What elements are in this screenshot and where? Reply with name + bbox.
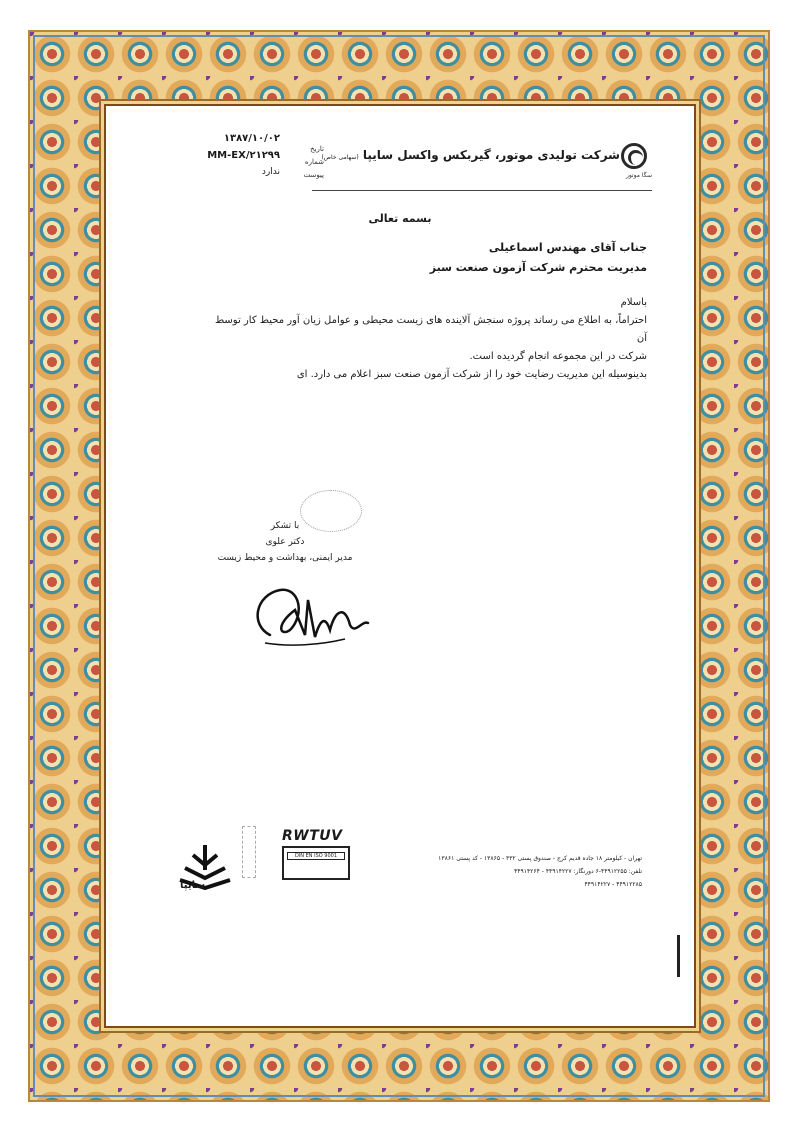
company-name <box>321 148 620 162</box>
letter-body <box>207 294 647 384</box>
date-value: ۱۳۸۷/۱۰/۰۲ <box>223 133 280 144</box>
number-value: MM-EX/۲۱۲۹۹ <box>207 150 280 161</box>
certificate-standard: DIN EN ISO 9001 <box>287 852 345 860</box>
header-divider <box>312 190 652 191</box>
greeting: باسلام <box>620 297 647 308</box>
meta-labels <box>284 143 324 182</box>
meta-values <box>170 130 280 181</box>
body-paragraph-1-line-1: احتراماً، به اطلاع می رساند پروژه سنجش آلاینده های زیست محیطی و عوامل زیان آور محیط کار توسط آن <box>214 315 647 344</box>
company-logo-icon <box>621 143 647 169</box>
company-tagline: سگا موتور <box>625 172 652 179</box>
attachment-value: ندارد <box>261 167 280 177</box>
addressee-name: جناب آقای مهندس اسماعیلی <box>488 241 647 254</box>
attachment-label: پیوست <box>303 171 324 179</box>
address-line-2: تلفن: ۴۴۹۱۲۲۵۵-۶ دورنگار: ۴۴۹۱۴۲۲۷ - ۴۴۹۱۴۲۶۴ <box>514 868 642 875</box>
number-label: شماره <box>304 158 324 166</box>
letter-heading: بسمه تعالی <box>368 212 432 225</box>
certifier-name: RWTUV <box>282 828 343 844</box>
handwritten-signature <box>250 575 380 655</box>
addressee-position: مدیریت محترم شرکت آزمون صنعت سبز <box>429 261 647 274</box>
certificate-badge <box>282 846 350 880</box>
saipa-brand: سایپا <box>180 880 206 891</box>
signer-name: دکتر علوی <box>265 537 305 547</box>
company-name-text: شرکت تولیدی موتور، گیربکس واکسل سایپا <box>362 148 620 162</box>
addressee <box>227 238 647 278</box>
body-paragraph-2: بدینوسیله این مدیریت رضایت خود را از شرکت آزمون صنعت سبز اعلام می دارد. ای <box>296 369 647 380</box>
body-paragraph-1-line-2: شرکت در این مجموعه انجام گردیده است. <box>469 351 647 362</box>
address-line-3: ۴۴۹۱۲۲۸۵ - ۴۴۹۱۴۲۲۷ <box>584 881 642 888</box>
signer-title: مدیر ایمنی، بهداشت و محیط زیست <box>217 553 353 563</box>
certification-mark-icon <box>242 826 256 878</box>
address-line-1: تهران - کیلومتر ۱۸ جاده قدیم کرج - صندوق پستی ۳۳۲ - ۱۳۸۶۵ - کد پستی ۱۳۸۶۱ <box>438 855 642 862</box>
signature-block <box>200 518 370 566</box>
company-suffix: (سهامی خاص) <box>321 154 359 161</box>
scan-edge-mark <box>677 935 680 977</box>
certification-logo <box>282 828 356 884</box>
closing: با تشکر <box>270 521 300 531</box>
date-label: تاریخ <box>310 145 324 153</box>
saipa-logo-icon <box>175 840 235 900</box>
company-address <box>380 852 642 891</box>
